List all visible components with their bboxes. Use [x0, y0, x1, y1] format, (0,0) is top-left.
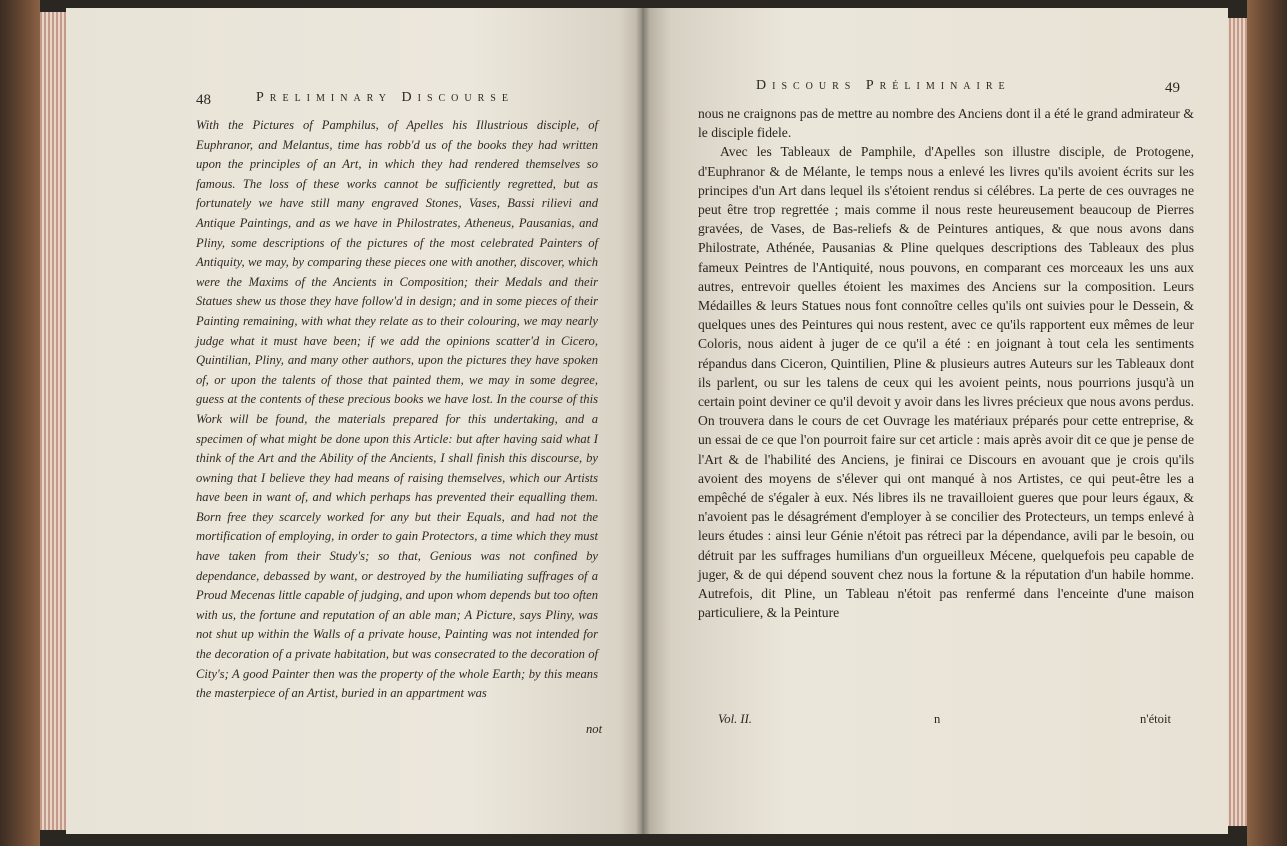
- signature-letter: n: [934, 712, 941, 726]
- right-paragraph-2: Avec les Tableaux de Pamphile, d'Apelles son illustre disciple, de Protogene, d'Euphranor & de Mélante, le temps nous a enlevé les livres qu'ils avoient écrits sur les principes d'un Art dans lequel ils s'étoient rendus si célébres. La perte de ces ouvrages ne peut être trop regrettée ; mais comme il nous reste heureusement beaucoup de Pierres gravées, de Vases, de Bas-reliefs & de Peintures antiques, & que nous avons dans Philostrate, Athénée, Pausanias & Pline quelques descriptions des Tableaux des plus fameux Peintres de l'Antiquité, nous pouvons, en comparant ces morceaux les uns aux autres, entrevoir quelles étoient les maximes des Anciens sur la composition. Leurs Médailles & leurs Statues nous font connoître celles qu'ils ont suivies pour le Dessein, & quelques unes des Peintures qui nous restent, avec ce qu'ils rapportent eux mêmes de leur Coloris, nous aident à juger de ce qu'il a été : en joignant à tout cela les sentiments répandus dans Ciceron, Quintilien, Pline & plusieurs autres Auteurs sur les Tableaux dont ils parlent, ou sur les talens de ceux qui les avoient peints, nous pourrions jusqu'à un certain point deviner ce qu'il devoit y avoir dans les livres précieux que nous avons perdus. On trouvera dans le cours de cet Ouvrage les matériaux préparés pour cette entreprise, & un essai de ce que l'on pourroit faire sur cet article : mais après avoir dit ce que je pense de l'Art & de l'habilité des Anciens, je finirai ce Discours en avouant que je crois qu'ils avoient des moyens de s'élever qui ont manqué à nos Artistes, ce qui peut-être les a empêché de s'égaler à eux. Nés libres ils ne travailloient gueres que pour leurs égaux, & n'avoient pas le désagrément d'employer à se concilier des Protecteurs, un temps enlevé à leurs études : ainsi leur Génie n'étoit pas rétreci par la dépendance, avili par le besoin, ou détruit par les suffrages humilians d'un orgueilleux Mécene, quelquefois peu capable de juger, & de qui dépend souvent chez nous la fortune & la réputation d'un habile homme. Autrefois, dit Pline, un Tableau n'étoit pas renfermé dans l'enceinte d'une maison particuliere, & la Peinture: [698, 144, 1194, 621]
- signature-mark: Vol. II.: [718, 712, 752, 726]
- book-cover-left: [0, 0, 40, 846]
- right-paragraph-1: nous ne craignons pas de mettre au nombre des Anciens dont il a été le grand admirateur & le disciple fidele.: [698, 106, 1194, 141]
- book-cover-right: [1247, 0, 1287, 846]
- page-edges-left: [40, 12, 68, 830]
- right-catchword: n'étoit: [1140, 712, 1171, 726]
- left-catchword: not: [586, 722, 603, 736]
- right-page-number: 49: [1165, 80, 1180, 96]
- left-running-head: Preliminary Discourse: [256, 90, 514, 105]
- book-gutter: [636, 8, 650, 834]
- right-running-head: Discours Préliminaire: [756, 78, 1011, 93]
- left-page-number: 48: [196, 92, 211, 108]
- right-page-body: [698, 104, 1194, 622]
- left-page-body: With the Pictures of Pamphilus, of Apelles his Illustrious disciple, of Euphranor, and Melantus, time has robb'd us of the books they had written upon the principles of an Art, in which they had rendered themselves so famous. The loss of these works cannot be sufficiently regretted, but as fortunately we have still many engraved Stones, Vases, Bassi rilievi and Antique Paintings, and as we have in Philostrates, Atheneus, Pausanias, and Pliny, some descriptions of the pictures of the most celebrated Painters of Antiquity, we may, by comparing these pieces one with another, discover, which were the Maxims of the Ancients in Composition; their Medals and their Statues shew us those they have follow'd in design; and in some pieces of their Painting remaining, with what they relate as to their colouring, we may nearly judge what it must have been; if we add the opinions scatter'd in Cicero, Quintilian, Pliny, and many other authors, upon the pictures they have spoken of, or upon the talents of those that painted them, we may in some degree, guess at the contents of these precious books we have lost. In the course of this Work will be found, the materials prepared for this undertaking, and a specimen of what might be done upon this Article: but after having said what I think of the Art and the Ability of the Ancients, I shall finish this discourse, by owning that I believe they had means of raising themselves, which our Artists have been in want of, and which perhaps has prevented their equalling them. Born free they scarcely worked for any but their Equals, and had not the mortification of employing, in order to gain Protectors, a time which they must have taken from their Study's; so that, Genious was not confined by dependance, debassed by want, or destroyed by the humiliating suffrages of a Proud Mecenas little capable of judging, and upon whom depends but too often with us, the fortune and reputation of an able man; A Picture, says Pliny, was not shut up within the Walls of a private house, Painting was not intended for the decoration of a private habitation, but was consecrated to the decoration of City's; A good Painter then was the property of the whole Earth; by this means the masterpiece of an Artist, buried in an appartment was: [196, 118, 598, 701]
- page-edges-right: [1227, 18, 1247, 826]
